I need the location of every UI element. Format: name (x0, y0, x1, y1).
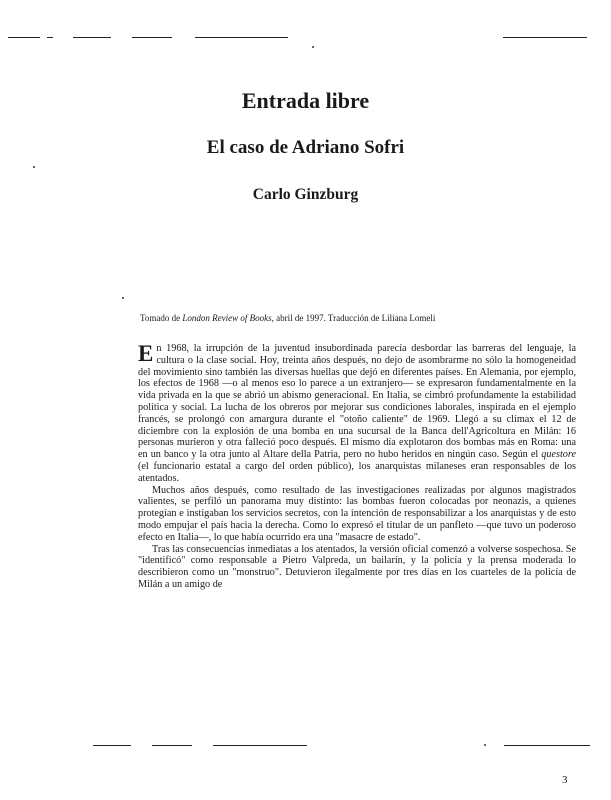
top-rule-6 (503, 37, 587, 38)
paragraph-1-end: (el funcionario estatal a cargo del orden público), los anarquistas milaneses eran responsables de los atentados. (138, 460, 576, 484)
paragraph-1-text: n 1968, la irrupción de la juventud insubordinada parecía desbordar las barreras del lenguaje, la cultura o la clase social. Hoy, treinta años después, no dejo de asombrarme no sólo la homogeneidad del movimiento sino también las diversas huellas que dejó en diferentes países. En Alemania, por ejemplo, los efectos de 1968 —o al menos eso lo parece a un extranjero— se expresaron fundamentalmente en la vida privada en la que se abrió un abismo generacional. En Italia, se cimbró profundamente la estabilidad política y social. La lucha de los obreros por mejorar sus condiciones laborales, inspirada en el ejemplo francés, se prolongó con amargura durante el "otoño caliente" de 1969. Llegó a su clímax el 12 de diciembre con la explosión de una bomba en una sucursal de la Banca dell'Agricoltura en Milán: 16 personas murieron y otra falleció poco después. El mismo día explotaron dos bombas más en Roma: una en un banco y la otra junto al Altare della Patria, pero no hubo heridos en ningún caso. Según el (138, 343, 576, 461)
paragraph-3: Tras las consecuencias inmediatas a los atentados, la versión oficial comenzó a volverse sospechosa. Se "identificó" como responsable a Pietro Valpreda, un bailarín, y la policía y la prensa moderada lo describieron como un "monstruo". Detuvieron ilegalmente por tres días en los cuarteles de la policía de Milán a un amigo de (138, 543, 576, 590)
article-body (138, 343, 576, 591)
bottom-rule-4 (504, 745, 590, 746)
top-rule-1 (8, 37, 40, 38)
source-publication: London Review of Books (182, 313, 272, 323)
top-rule-2 (47, 37, 53, 38)
article-subtitle: El caso de Adriano Sofri (206, 137, 405, 158)
top-rule-3 (73, 37, 111, 38)
source-prefix: Tomado de (140, 313, 183, 323)
bottom-rule-3 (213, 745, 307, 746)
author-name: Carlo Ginzburg (252, 186, 359, 203)
bottom-rule-1 (93, 745, 131, 746)
paragraph-2: Muchos años después, como resultado de las investigaciones realizadas por algunos magistrados valientes, se perfiló un panorama muy distinto: las bombas fueron colocadas por neonazis, a quienes protegían e instigaban los servicios secretos, con la intención de responsabilizar a los anarquistas y de esto modo empujar el país hacia la derecha. Como lo expresó el titular de un panfleto —que tuvo un poderoso efecto en Italia—, lo que había ocurrido era una "masacre de estado". (138, 484, 576, 543)
top-rule-5 (195, 37, 288, 38)
drop-cap: E (138, 341, 154, 366)
bottom-rule-2 (152, 745, 192, 746)
speck (33, 166, 35, 168)
speck (122, 297, 124, 299)
speck (484, 744, 486, 746)
source-note (140, 312, 560, 324)
article-title: Entrada libre (241, 88, 370, 113)
source-suffix: , abril de 1997. Traducción de Liliana Lomelí (271, 313, 436, 323)
page-number: 3 (562, 774, 568, 786)
top-rule-4 (132, 37, 172, 38)
paragraph-1-italic: questore (541, 449, 576, 461)
paragraph-1 (138, 343, 576, 485)
speck (312, 46, 314, 48)
